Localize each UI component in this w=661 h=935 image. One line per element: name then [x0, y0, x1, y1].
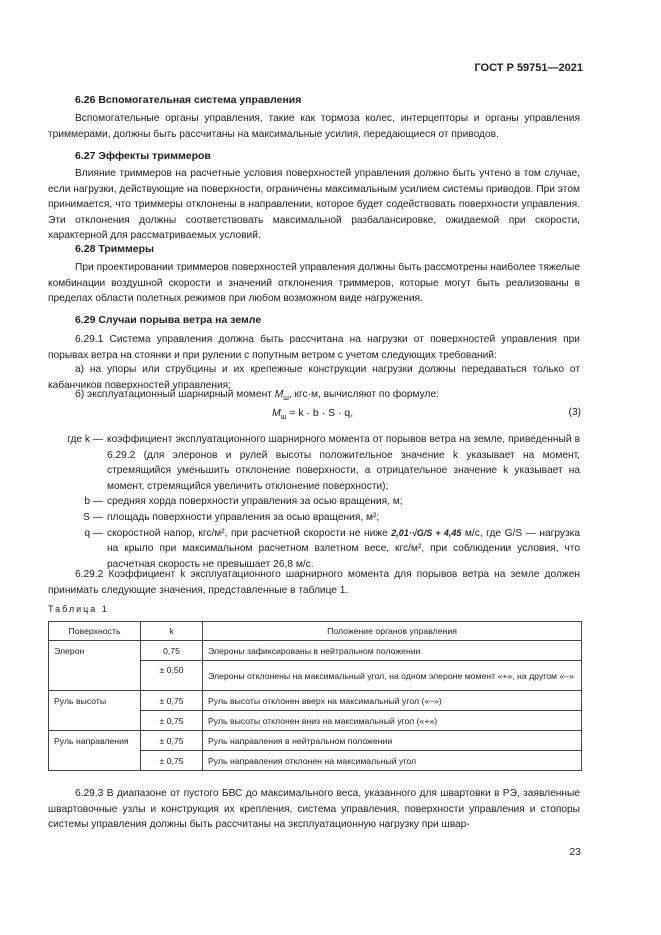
table-header: k	[141, 622, 203, 641]
moment-var: M	[274, 389, 284, 400]
definition-k	[48, 432, 580, 494]
page-number: 23	[569, 846, 581, 858]
table-cell-k: ± 0,75	[141, 751, 203, 771]
table-cell-k: ± 0,75	[141, 731, 203, 751]
table-cell-surface: Элерон	[49, 641, 141, 691]
table-cell-position: Руль высоты отклонен вверх на максимальный угол («–»)	[203, 691, 582, 711]
section-6-29-1-text: 6.29.1 Система управления должна быть рассчитана на нагрузки от поверхностей управления при порывах ветра на стоянки и при рулении с попутным ветром с учетом следующих требований:	[48, 334, 580, 361]
section-6-29-2-text: 6.29.2 Коэффициент k эксплуатационного шарнирного момента для порывов ветра на земле должен принимать следующие значения, представленные в таблице 1.	[48, 569, 580, 596]
table-cell-position: Руль высоты отклонен вниз на максимальный угол («+»)	[203, 711, 582, 731]
formula-number: (3)	[568, 407, 581, 418]
table-1	[48, 621, 582, 771]
table-cell-position: Элероны зафиксированы в нейтральном положении	[203, 641, 582, 661]
section-6-26-text: Вспомогательные органы управления, такие как тормоза колес, интерцепторы и органы управления триммерами, должны быть рассчитаны на максимальные усилия, передающиеся от приводов.	[48, 113, 580, 140]
table-cell-position: Элероны отклонены на максимальный угол, на одном элероне момент «+», на другом «–»	[203, 661, 582, 691]
item-a-text: а) на упоры или струбцины и их крепежные конструкции нагрузки должны передаваться только от кабанчиков поверхностей управления;	[48, 364, 580, 391]
table-header-row	[49, 622, 582, 641]
definition-text: площадь поверхности управления за осью вращения, м²;	[107, 511, 380, 523]
table-cell-k: ± 0,75	[141, 691, 203, 711]
formula-lhs: M	[272, 407, 281, 419]
definition-text: коэффициент эксплуатационного шарнирного момента от порывов ветра на земле, приведенный в 6.29.2 (для элеронов и рулей высоты положительное значение k указывает на момент, стремящийся уменьшить отклонение поверхности, а отрицательное значение k указывает на момент, стремящийся увеличить отклонение поверхности);	[107, 434, 580, 492]
item-b-text	[48, 387, 580, 407]
section-6-27-title: 6.27 Эффекты триммеров	[75, 150, 211, 162]
moment-sub: ш	[283, 395, 289, 403]
definition-key: S —	[83, 511, 103, 523]
definition-key: b —	[84, 496, 103, 508]
item-b-lead: б) эксплуатационный шарнирный момент	[75, 389, 275, 400]
formula-sub: ш	[280, 414, 287, 422]
section-6-28-title: 6.28 Триммеры	[75, 243, 154, 255]
item-b-unit: , кгс·м, вычисляют по формуле:	[288, 389, 439, 400]
table-cell-k: ± 0,50	[141, 661, 203, 691]
definitions-list	[48, 432, 580, 572]
table-cell-position: Руль направления отклонен на максимальный угол	[203, 751, 582, 771]
definition-q-lead: скоростной напор, кгс/м², при расчетной скорости не ниже	[107, 527, 392, 539]
section-6-26-title: 6.26 Вспомогательная система управления	[75, 94, 302, 106]
formula-3	[272, 407, 353, 421]
document-number: ГОСТ Р 59751—2021	[474, 62, 583, 74]
section-6-27-text: Влияние триммеров на расчетные условия поверхностей управления должно быть учтено в том случае, если нагрузки, действующие на поверхности, ограничены максимальным усилием системы приводов. При этом принимается, что триммеры отклонены в направлении, которое будет содействовать поверхности управления. Эти отклонения должны соответствовать максимальной разбалансировке, ожидаемой при скорости, характерной для рассматриваемых условий.	[48, 168, 580, 242]
table-row	[49, 731, 582, 751]
table-cell-k: ± 0,75	[141, 711, 203, 731]
definition-text: средняя хорда поверхности управления за осью вращения, м;	[107, 496, 403, 508]
section-6-29-title: 6.29 Случаи порыва ветра на земле	[75, 314, 262, 326]
table-cell-surface: Руль высоты	[49, 691, 141, 731]
definition-text	[103, 526, 580, 573]
definition-s	[48, 510, 580, 526]
section-6-28-text: При проектировании триммеров поверхностей управления должны быть рассмотрены наиболее тяжелые комбинации воздушной скорости и значений отклонения триммеров, которые могут быть реализованы в пределах области полетных режимов при любом возможном виде нагружения.	[48, 262, 580, 305]
table-cell-surface: Руль направления	[49, 731, 141, 771]
definition-q-tail: м/с, где G/S — нагрузка на крыло при максимальном расчетном взлетном весе, кгс/м², при соблюдении условия, что расчетная скорость не превышает 26,8 м/с.	[107, 527, 581, 570]
formula-rhs: = k · b · S · q,	[286, 407, 354, 419]
table-row	[49, 691, 582, 711]
table-cell-k: 0,75	[141, 641, 203, 661]
speed-expression: 2,01·√G/S + 4,45	[391, 527, 462, 538]
definition-b	[48, 494, 580, 510]
table-caption: Таблица 1	[48, 604, 109, 614]
definition-key: q —	[84, 527, 103, 539]
definition-q	[48, 526, 580, 573]
definition-key: где k —	[67, 434, 103, 445]
table-header: Поверхность	[49, 622, 141, 641]
table-header: Положение органов управления	[203, 622, 582, 641]
section-6-29-3-text: 6.29.3 В диапазоне от пустого БВС до максимального веса, указанного для швартовки в РЭ, заявленные швартовочные узлы и конструкция их крепления, система управления, поверхности управления и стопоры системы управления должны быть рассчитаны на эксплуатационную нагрузку при швар-	[48, 788, 580, 831]
table-row	[49, 641, 582, 661]
table-cell-position: Руль направления в нейтральном положении	[203, 731, 582, 751]
